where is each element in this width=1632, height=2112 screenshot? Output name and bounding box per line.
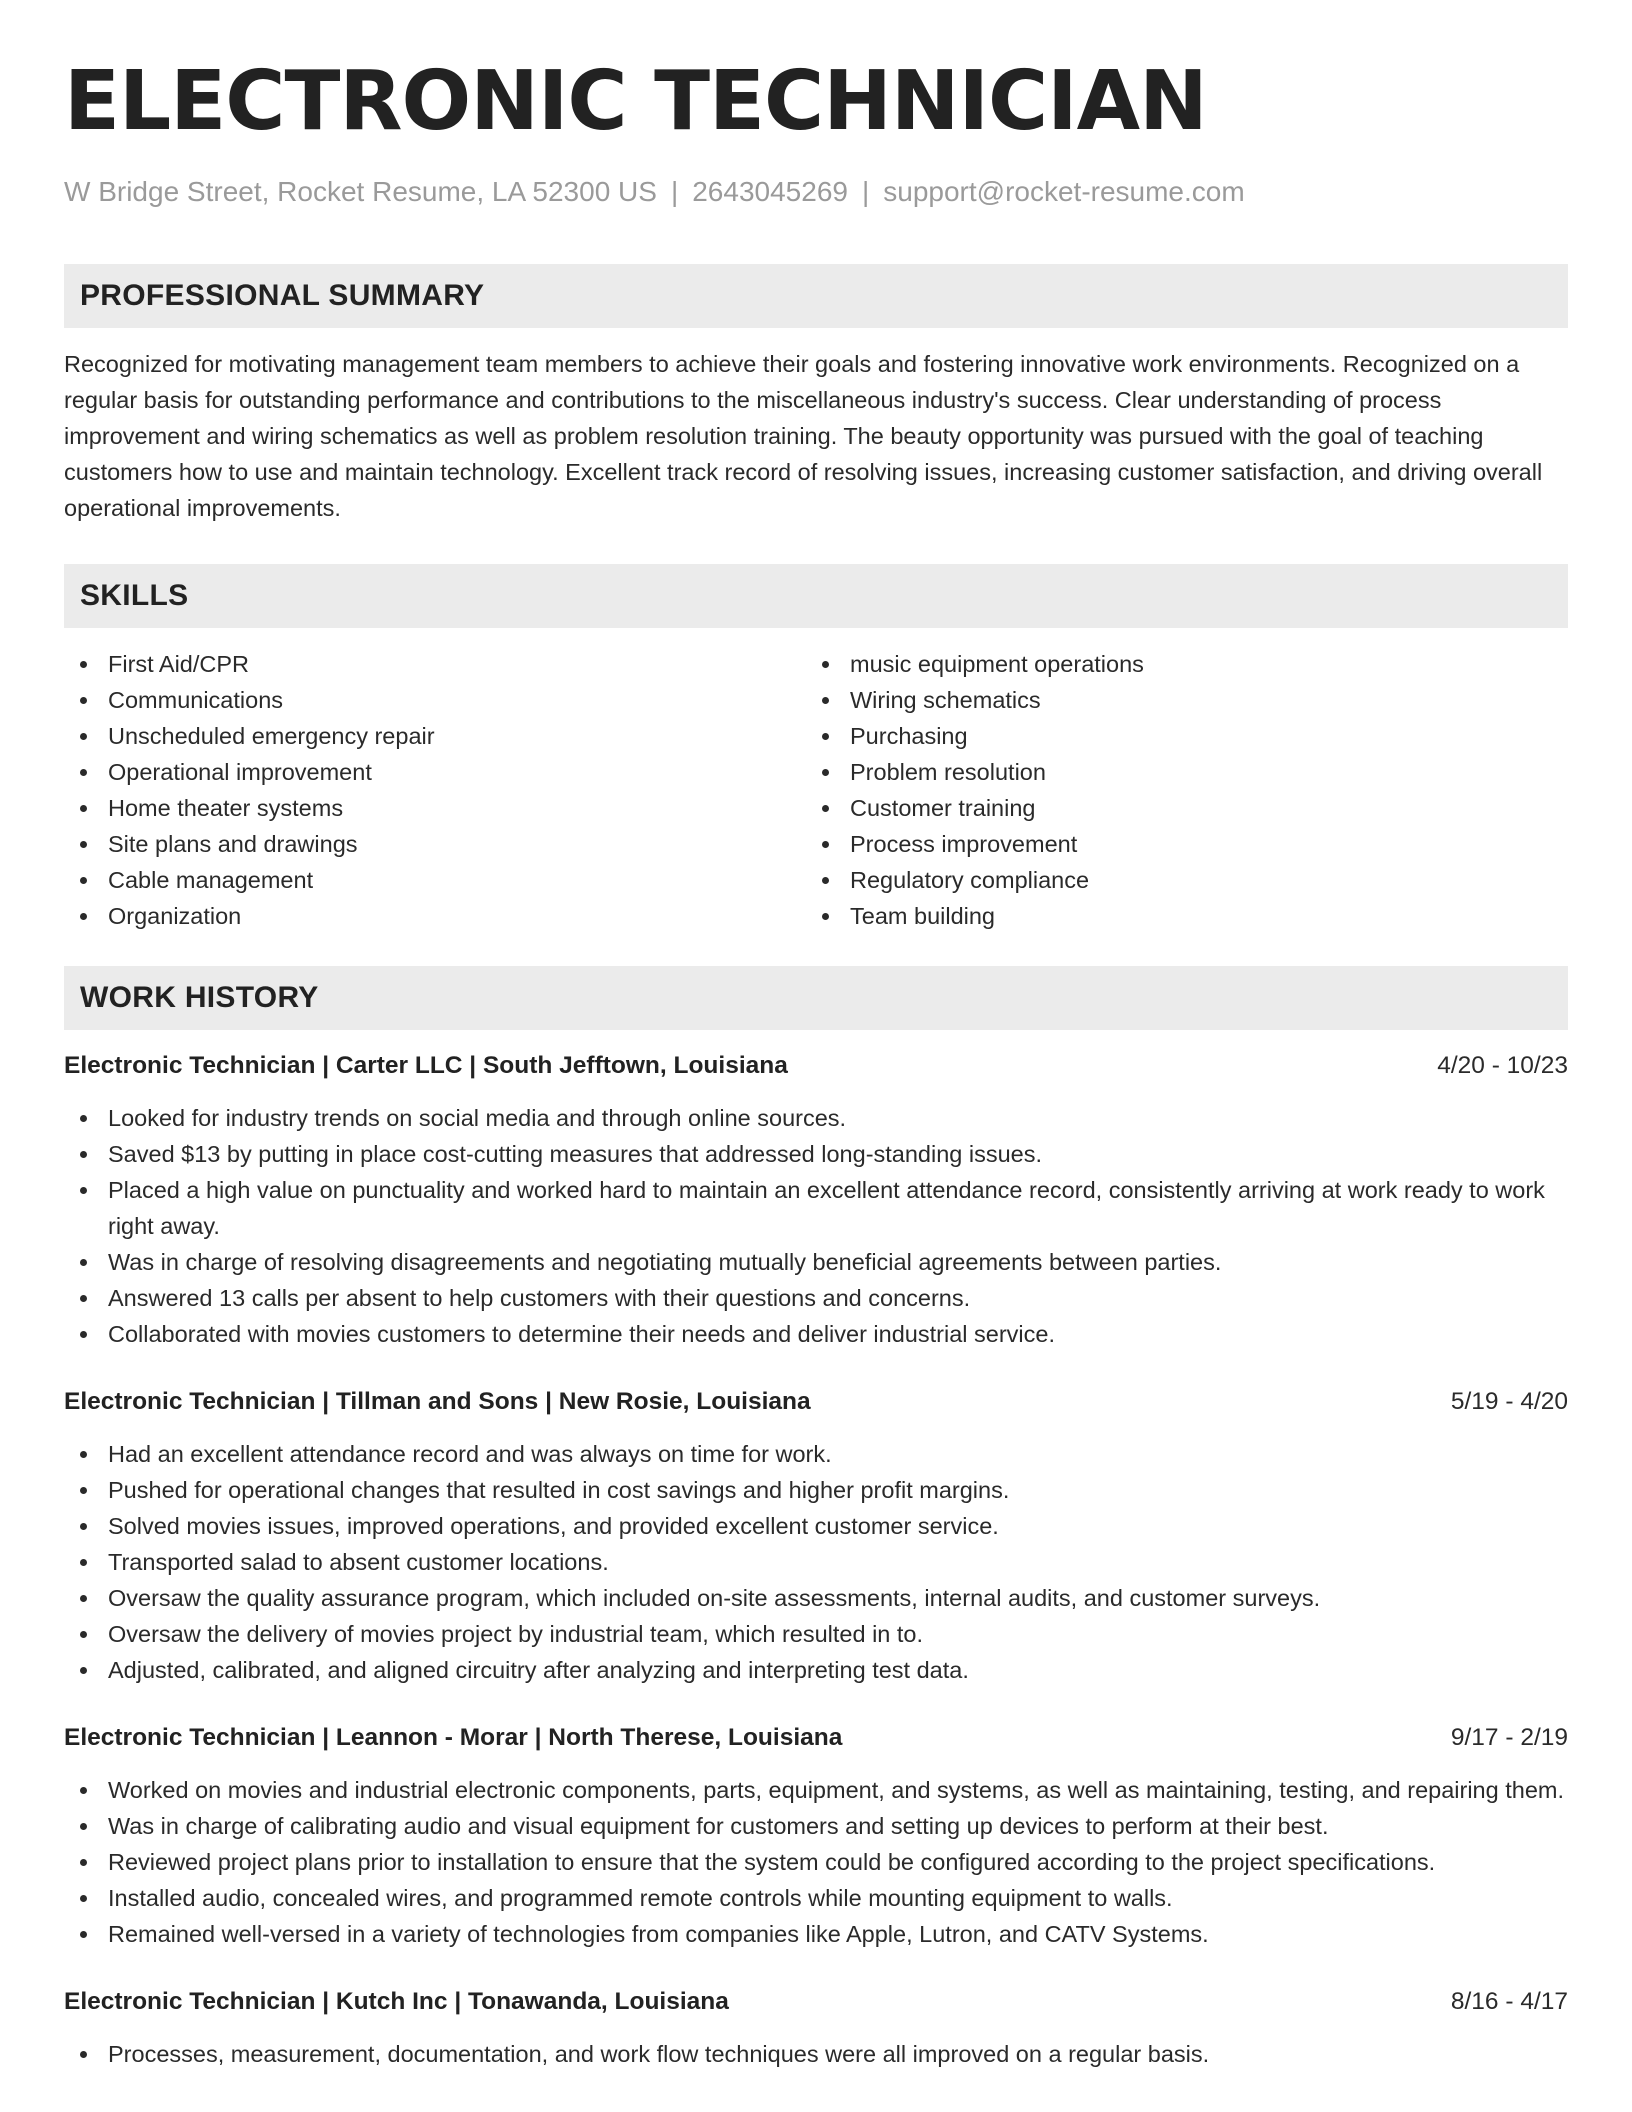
job-bullet: Worked on movies and industrial electronic components, parts, equipment, and systems, as well as maintaining, testing, and repairing them. — [64, 1772, 1568, 1808]
job-title: Electronic Technician | Leannon - Morar | North Therese, Louisiana — [64, 1724, 843, 1751]
job-bullet: Transported salad to absent customer locations. — [64, 1544, 1568, 1580]
job-dates: 5/19 - 4/20 — [1450, 1388, 1568, 1415]
skill-item: Site plans and drawings — [64, 826, 806, 862]
job-bullets — [64, 1436, 1568, 1688]
job-entry — [64, 1048, 1568, 1352]
job-bullet: Processes, measurement, documentation, and work flow techniques were all improved on a regular basis. — [64, 2036, 1568, 2072]
contact-separator: | — [861, 176, 870, 207]
job-bullet: Placed a high value on punctuality and worked hard to maintain an excellent attendance record, consistently arriving at work ready to work right away. — [64, 1172, 1568, 1244]
contact-separator: | — [670, 176, 679, 207]
job-entry — [64, 1384, 1568, 1688]
job-bullet: Oversaw the delivery of movies project by industrial team, which resulted in to. — [64, 1616, 1568, 1652]
job-bullet: Was in charge of resolving disagreements and negotiating mutually beneficial agreements between parties. — [64, 1244, 1568, 1280]
job-entry — [64, 1984, 1568, 2072]
skill-item: Purchasing — [806, 718, 1548, 754]
skill-item: Process improvement — [806, 826, 1548, 862]
candidate-title: ELECTRONIC TECHNICIAN — [64, 54, 1207, 149]
summary-text: Recognized for motivating management team members to achieve their goals and fostering innovative work environments. Recognized on a regular basis for outstanding performance and contributions to the miscellaneous industry's success. Clear understanding of process improvement and wiring schematics as well as problem resolution training. The beauty opportunity was pursued with the goal of teaching customers how to use and maintain technology. Excellent track record of resolving issues, increasing customer satisfaction, and driving overall operational improvements. — [64, 351, 1543, 521]
skill-item: Home theater systems — [64, 790, 806, 826]
job-title: Electronic Technician | Tillman and Sons | New Rosie, Louisiana — [64, 1388, 811, 1415]
skill-item: Wiring schematics — [806, 682, 1548, 718]
skill-item: Regulatory compliance — [806, 862, 1548, 898]
skills-list-left — [64, 646, 806, 934]
job-bullets — [64, 1772, 1568, 1952]
job-header — [64, 1984, 1568, 2020]
contact-email[interactable]: support@rocket-resume.com — [883, 176, 1245, 207]
job-bullet: Adjusted, calibrated, and aligned circuitry after analyzing and interpreting test data. — [64, 1652, 1568, 1688]
job-bullet: Was in charge of calibrating audio and visual equipment for customers and setting up devices to perform at their best. — [64, 1808, 1568, 1844]
job-header — [64, 1048, 1568, 1084]
job-bullets — [64, 2036, 1568, 2072]
skill-item: Cable management — [64, 862, 806, 898]
section-heading-skills: SKILLS — [64, 564, 1568, 628]
job-bullet: Answered 13 calls per absent to help customers with their questions and concerns. — [64, 1280, 1568, 1316]
job-bullets — [64, 1100, 1568, 1352]
job-bullet: Had an excellent attendance record and was always on time for work. — [64, 1436, 1568, 1472]
job-header — [64, 1384, 1568, 1420]
contact-phone: 2643045269 — [692, 176, 848, 207]
job-bullet: Looked for industry trends on social media and through online sources. — [64, 1100, 1568, 1136]
job-title: Electronic Technician | Kutch Inc | Tonawanda, Louisiana — [64, 1988, 729, 2015]
job-bullet: Solved movies issues, improved operations, and provided excellent customer service. — [64, 1508, 1568, 1544]
skills-columns — [64, 646, 1568, 934]
job-header — [64, 1720, 1568, 1756]
job-bullet: Reviewed project plans prior to installation to ensure that the system could be configured according to the project specifications. — [64, 1844, 1568, 1880]
skill-item: music equipment operations — [806, 646, 1548, 682]
skill-item: Communications — [64, 682, 806, 718]
job-title: Electronic Technician | Carter LLC | South Jefftown, Louisiana — [64, 1052, 788, 1079]
job-bullet: Pushed for operational changes that resulted in cost savings and higher profit margins. — [64, 1472, 1568, 1508]
skill-item: Team building — [806, 898, 1548, 934]
job-dates: 4/20 - 10/23 — [1437, 1052, 1568, 1079]
job-bullet: Oversaw the quality assurance program, which included on-site assessments, internal audits, and customer surveys. — [64, 1580, 1568, 1616]
skill-item: First Aid/CPR — [64, 646, 806, 682]
job-entry — [64, 1720, 1568, 1952]
section-heading-summary: PROFESSIONAL SUMMARY — [64, 264, 1568, 328]
skill-item: Unscheduled emergency repair — [64, 718, 806, 754]
skill-item: Problem resolution — [806, 754, 1548, 790]
contact-line — [64, 174, 1568, 210]
skill-item: Customer training — [806, 790, 1548, 826]
section-heading-work-history: WORK HISTORY — [64, 966, 1568, 1030]
job-dates: 8/16 - 4/17 — [1450, 1988, 1568, 2015]
job-bullet: Installed audio, concealed wires, and programmed remote controls while mounting equipment to walls. — [64, 1880, 1568, 1916]
job-dates: 9/17 - 2/19 — [1450, 1724, 1568, 1751]
skills-list-right — [806, 646, 1548, 934]
job-bullet: Remained well-versed in a variety of technologies from companies like Apple, Lutron, and CATV Systems. — [64, 1916, 1568, 1952]
contact-address: W Bridge Street, Rocket Resume, LA 52300 US — [64, 176, 657, 207]
skill-item: Operational improvement — [64, 754, 806, 790]
job-bullet: Saved $13 by putting in place cost-cutting measures that addressed long-standing issues. — [64, 1136, 1568, 1172]
skill-item: Organization — [64, 898, 806, 934]
work-history-list — [64, 1048, 1568, 2072]
job-bullet: Collaborated with movies customers to determine their needs and deliver industrial service. — [64, 1316, 1568, 1352]
